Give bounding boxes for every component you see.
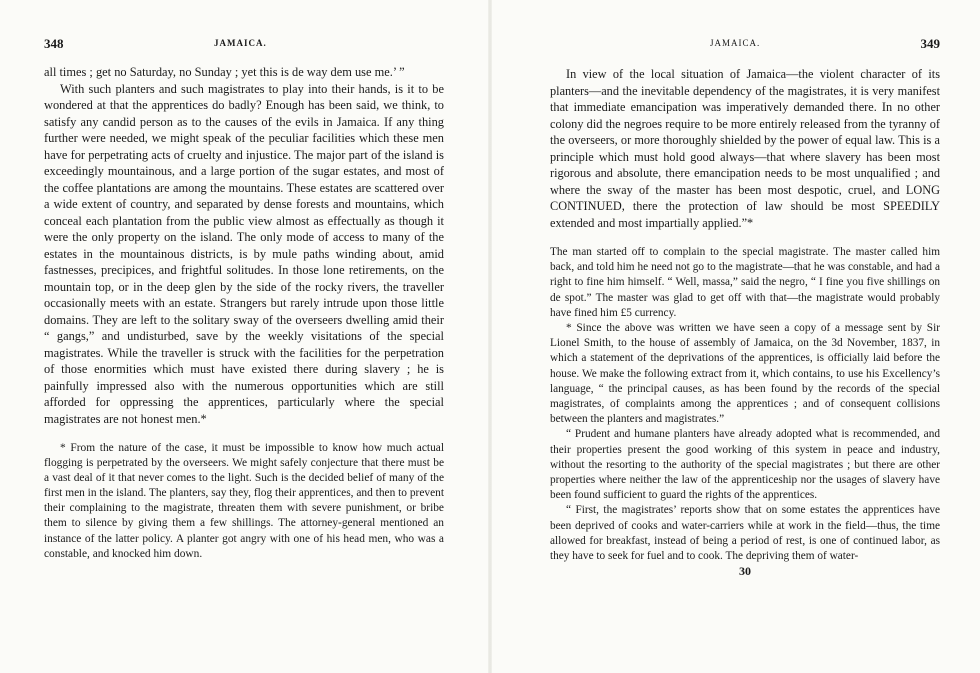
right-footnote-message: * Since the above was written we have seen a copy of a message sent by Sir Lionel Smith, to the house of assembly of Jamaica, on the 3d November, 1837, in which a statement of the deprivations of the apprentices, is officially laid before the house. We make the following extract from it, which contains, to use his Excellency’s language, “ the principal causes, as has been found by the records of the special magistrates, of complaints among the apprentices ; and of consequent collisions between the planters and magistrates.” [550, 322, 940, 426]
right-paragraph-1: In view of the local situation of Jamaica—the violent character of its planters—and the inevitable dependency of the magistrates, it is very manifest that immediate emancipation was imperatively demanded there. In no other colony did the negroes require to be more entirely released from the tyranny of the overseers, or more thoroughly shielded by the power of equal law. This is a principle which must hold good always—that where slavery has been most rigorous and absolute, there emancipation needs to be most unqualified ; and where the sway of the master has been most despotic, cruel, and LONG CONTINUED, there the protection of law should be most SPEEDILY extended and most impartially applied.”* [550, 67, 940, 230]
left-paragraph-1: all times ; get no Saturday, no Sunday ; yet this is de way dem use me.’ ” [44, 65, 405, 79]
left-running-head [44, 36, 444, 54]
left-paragraph-2: With such planters and such magistrates to play into their hands, is it to be wondered at that the apprentices do badly? Enough has been said, we think, to satisfy any candid person as to the causes of the evils in Jamaica. If any thing further were needed, we might speak of the peculiar facilities which these men have for perpetrating acts of cruelty and injustice. The major part of the island is exceedingly mountainous, and a large portion of the sugar estates, and most of the coffee plantations are among the mountains. These estates are scattered over a wide extent of country, and separated by dense forests and mountains, which conceal each plantation from the public view almost as effectually as though it were the only property on the island. The only mode of access to many of the estates in the mountainous districts, is by mule paths winding about, amid fastnesses, precipices, and frightful solitudes. In those lone retirements, on the mountain top, or in the deep glen by the side of the rocky rivers, the traveller occasionally meets with an estate. Strangers but rarely intrude upon those little domains. They are left to the solitary sway of the overseers dwelling amid their “ gangs,” and undisturbed, save by the weekly visitations of the special magistrates. While the traveller is struck with the facilities for the perpetration of those enormities which must have existed there during slavery ; he is painfully impressed also with the numerous opportunities which are still afforded for oppressing the apprentices, particularly where the special magistrates are not honest men.* [44, 81, 444, 426]
right-running-head [550, 36, 940, 54]
right-running-title: JAMAICA. [710, 38, 761, 48]
right-page [550, 36, 940, 579]
left-footnote-text: * From the nature of the case, it must be impossible to know how much actual flogging is perpetrated by the overseers. We might safely conjecture that there must be a vast deal of it that never comes to the light. Such is the decided belief of many of the first men in the island. The planters, say they, flog their apprentices, and then to prevent their complaining to the magistrate, threaten them with severe punishment, or bribe them to silence by giving them a few shillings. The attorney-general mentioned an instance of the latter policy. A planter got angry with one of his head men, who was a constable, and knocked him down. [44, 442, 444, 560]
right-footnote-continued: The man started off to complain to the special magistrate. The master called him back, and told him he need not go to the magistrate—that he was constable, and had a right to fine him himself. “ Well, massa,” said the negro, “ I fine you five shillings on de spot.” The master was glad to get off with that—the magistrate would probably have fined him £5 currency. [550, 246, 940, 319]
right-page-number: 349 [920, 36, 940, 51]
left-footnote [44, 441, 444, 562]
right-body-text [550, 66, 940, 231]
right-footnote-quote-2: “ First, the magistrates’ reports show that on some estates the apprentices have been deprived of cooks and water-carriers while at work in the field—thus, the time allowed for breakfast, instead of being a period of rest, is one of continued labor, as they have to seek for fuel and to cook. The depriving them of water- [550, 504, 940, 563]
right-footnotes [550, 245, 940, 564]
left-body-text [44, 64, 444, 427]
right-footnote-quote-1: “ Prudent and humane planters have already adopted what is recommended, and their properties present the good working of this system in peace and industry, without the resorting to the authority of the special magistrates ; but there are other properties where neither the law of the apprenticeship nor the usages of slavery have been found sufficient to guard the rights of the apprentices. [550, 428, 940, 502]
left-running-title: JAMAICA. [214, 38, 267, 48]
book-gutter [488, 0, 492, 673]
signature-mark: 30 [739, 564, 751, 579]
left-page [44, 36, 444, 562]
left-page-number: 348 [44, 36, 64, 51]
